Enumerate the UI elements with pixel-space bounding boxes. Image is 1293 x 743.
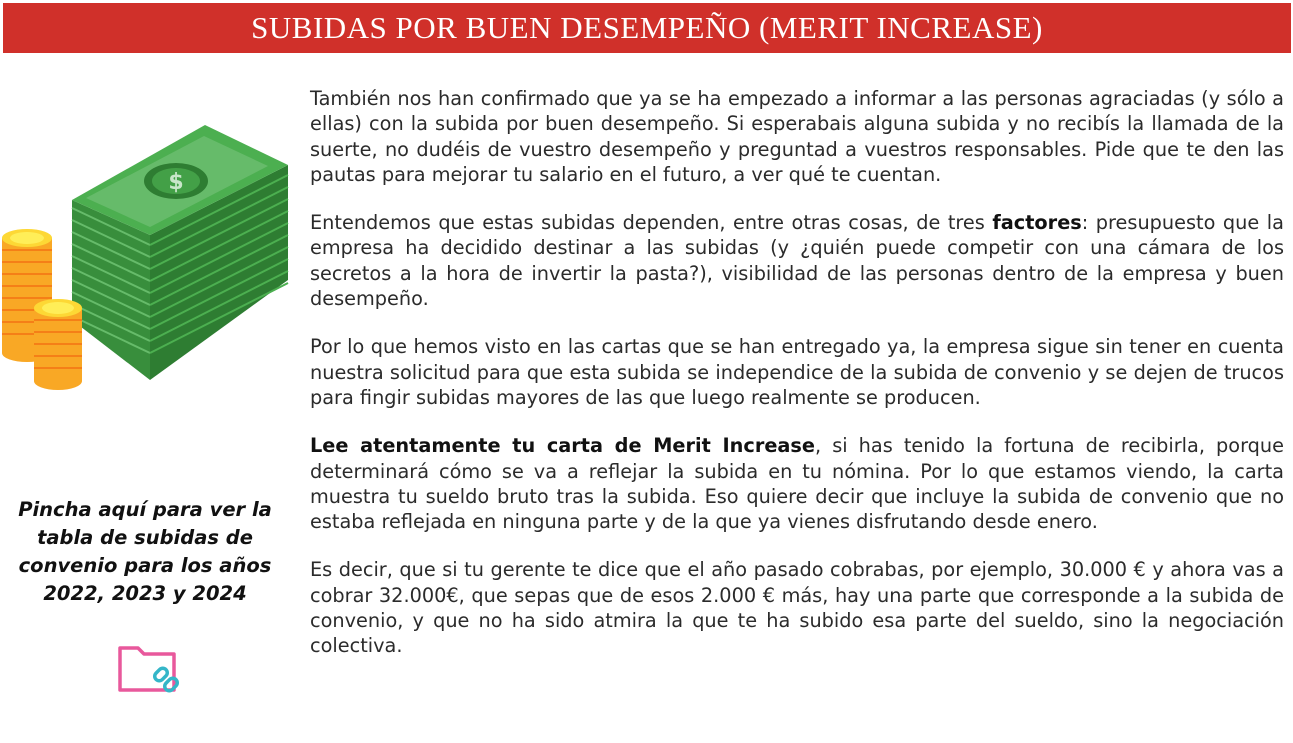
bill-dollar-sign: $ — [168, 170, 184, 195]
bold-factores: factores — [992, 211, 1082, 235]
paragraph-5: Es decir, que si tu gerente te dice que el año pasado cobrabas, por ejemplo, 30.000 € y ahora vas a cobrar 32.000€, que sepas que de esos 2.000 € más, hay una parte que corresponde a la subida de convenio, y que no ha sido atmira la que te ha subido esa parte del sueldo, sino la negociación colectiva. — [310, 558, 1284, 658]
header-banner — [3, 3, 1291, 53]
paragraph-1: También nos han confirmado que ya se ha empezado a informar a las personas agraciadas (y sólo a ellas) con la subida por buen desempeño. Si esperabais alguna subida y no recibís la llamada de la suerte, no dudéis de vuestro desempeño y preguntad a vuestros responsables. Pide que te den las pautas para mejorar tu salario en el futuro, a ver qué te cuentan. — [310, 87, 1284, 186]
money-stack-and-coins-icon — [0, 110, 290, 410]
page-title: SUBIDAS POR BUEN DESEMPEÑO (MERIT INCREASE) — [251, 10, 1043, 45]
bold-lee-carta: Lee atentamente tu carta de Merit Increase — [310, 434, 815, 458]
paragraph-3: Por lo que hemos visto en las cartas que se han entregado ya, la empresa sigue sin tener en cuenta nuestra solicitud para que esta subida se independice de la subida de convenio y se dejen de trucos para fingir subidas mayores de las que luego realmente se producen. — [310, 335, 1284, 409]
article-body — [310, 86, 1284, 682]
paragraph-4: Lee atentamente tu carta de Merit Increase, si has tenido la fortuna de recibirla, porque determinará cómo se va a reflejar la subida en tu nómina. Por lo que estamos viendo, la carta muestra tu sueldo bruto tras la subida. Eso quiere decir que incluye la subida de convenio que no estaba reflejada en ninguna parte y de la que ya vienes disfrutando desde enero. — [310, 434, 1285, 534]
convenio-table-link[interactable]: Pincha aquí para ver la tabla de subidas de convenio para los años 2022, 2023 y 2024 — [18, 498, 272, 605]
folder-link-icon[interactable] — [116, 640, 186, 696]
paragraph-2: Entendemos que estas subidas dependen, entre otras cosas, de tres factores: presupuesto que la empresa ha decidido destinar a las subidas (y ¿quién puede competir con una cámara de los secretos a la hora de invertir la pasta?), visibilidad de las personas dentro de la empresa y buen desempeño. — [310, 211, 1284, 311]
